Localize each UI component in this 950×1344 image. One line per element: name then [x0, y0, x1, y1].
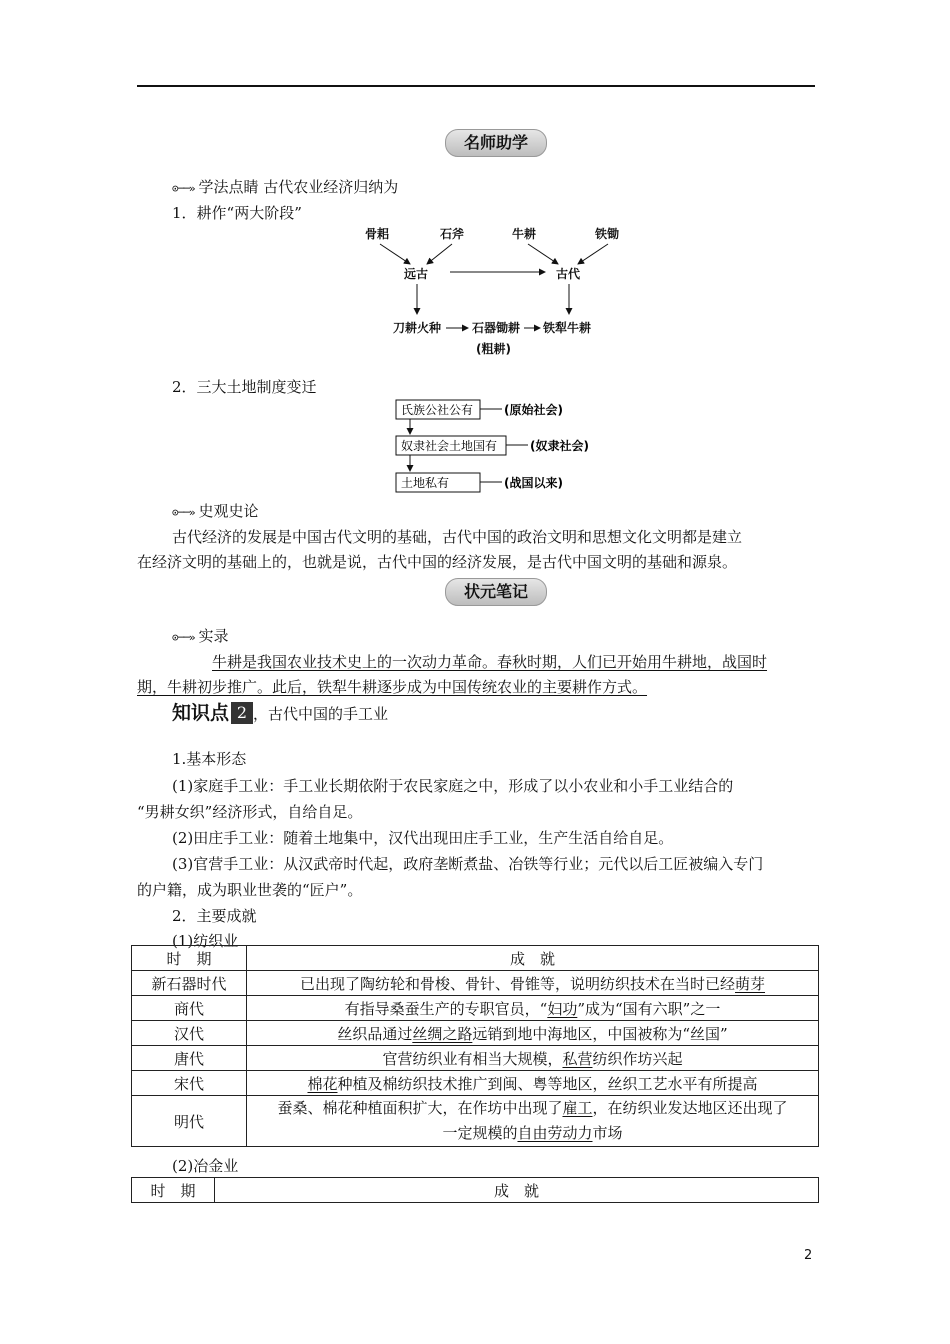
method-heading: [172, 176, 398, 197]
land-box-note: (奴隶社会): [530, 439, 589, 453]
basic-form-para: “男耕女织”经济形式，自给自足。: [137, 803, 363, 821]
bullet-marker-icon: ⊙──»: [172, 506, 195, 519]
achievement-cell: [247, 1046, 819, 1071]
basic-forms-heading: 1.基本形态: [172, 750, 247, 768]
basic-form-para: 的户籍，成为职业世袭的“匠户”。: [137, 881, 363, 899]
period-cell: 明代: [132, 1096, 247, 1147]
section-badge-champion-notes: 状元笔记: [445, 578, 547, 606]
stage-label: 刀耕火种: [393, 321, 442, 335]
cell-key-term: 妇功: [547, 999, 578, 1018]
land-box-label: 奴隶社会土地国有: [401, 439, 498, 453]
knowledge-point-topic: 古代中国的手工业: [268, 705, 389, 723]
method-heading-text: 学法点睛 古代农业经济归纳为: [198, 178, 399, 196]
section-badge-teacher-help: 名师助学: [445, 129, 547, 157]
method-item-1: 1．耕作“两大阶段”: [172, 204, 302, 222]
cell-text: ”成为“国有六职”之一: [577, 999, 721, 1018]
period-cell: 汉代: [132, 1021, 247, 1046]
cell-key-term: 雇工: [562, 1099, 593, 1117]
bullet-marker-icon: ⊙──»: [172, 631, 195, 644]
record-heading-text: 实录: [198, 627, 229, 645]
cell-text: 纺织作坊兴起: [592, 1049, 683, 1068]
achievement-cell: [247, 971, 819, 996]
cell-text: 一定规模的: [442, 1124, 518, 1142]
table-row: [132, 1021, 819, 1046]
stage-label: 铁犁牛耕: [543, 321, 592, 335]
bullet-marker-icon: ⊙──»: [172, 182, 195, 195]
record-line: 牛耕是我国农业技术史上的一次动力革命。春秋时期，人们已开始用牛耕地，战国时: [212, 653, 768, 671]
metal-heading: (2)冶金业: [172, 1157, 239, 1175]
achievements-heading: 2．主要成就: [172, 907, 257, 925]
table-header-cell: 时 期: [132, 1178, 215, 1203]
table-header-row: [132, 1178, 819, 1203]
period-cell: 新石器时代: [132, 971, 247, 996]
land-box-label: 氏族公社公有: [401, 403, 474, 417]
land-system-diagram: [390, 396, 610, 496]
table-header-cell: 时 期: [132, 946, 247, 971]
cell-text: 有指导桑蚕生产的专职官员，“: [344, 999, 548, 1018]
cell-text: 远销到地中海地区，中国被称为“丝国”: [472, 1024, 728, 1043]
period-cell: 宋代: [132, 1071, 247, 1096]
achievement-cell: [247, 1096, 819, 1147]
cell-text: 官营纺织业有相当大规模，: [382, 1049, 563, 1068]
achievement-cell: [247, 1071, 819, 1096]
table-header-cell: 成 就: [215, 1178, 819, 1203]
tool-label: 骨耜: [365, 227, 390, 241]
history-view-heading: [172, 500, 259, 521]
table-row: [132, 1096, 819, 1147]
cell-text: 丝织品通过: [337, 1024, 413, 1043]
period-cell: 商代: [132, 996, 247, 1021]
cell-text: 市场: [592, 1124, 623, 1142]
cell-key-term: 自由劳动力: [517, 1124, 593, 1142]
textile-table: [131, 945, 819, 1147]
land-box-label: 土地私有: [401, 476, 450, 490]
table-header-cell: 成 就: [247, 946, 819, 971]
cell-key-term: 私营: [562, 1049, 593, 1068]
method-item-2: 2．三大土地制度变迁: [172, 378, 317, 396]
land-box-note: (原始社会): [504, 403, 563, 417]
history-view-heading-text: 史观史论: [198, 502, 259, 520]
table-row: [132, 996, 819, 1021]
land-box-note: (战国以来): [504, 476, 563, 490]
era-label: 远古: [404, 267, 429, 281]
achievement-cell: [247, 996, 819, 1021]
period-cell: 唐代: [132, 1046, 247, 1071]
stage-note: (粗耕): [476, 342, 511, 356]
cell-key-term: 丝绸之路: [412, 1024, 473, 1043]
table-row: [132, 971, 819, 996]
cell-text: 蚕桑、棉花种植面积扩大，在作坊中出现了: [277, 1099, 563, 1117]
cell-key-term: 萌芽: [735, 974, 766, 993]
tool-label: 牛耕: [512, 227, 537, 241]
stage-label: 石器锄耕: [472, 321, 521, 335]
knowledge-point-number: 2: [231, 702, 253, 724]
achievement-cell: [247, 1021, 819, 1046]
header-rule: [137, 85, 815, 87]
cell-text: 种植及棉纺织技术推广到闽、粤等地区，丝织工艺水平有所提高: [337, 1074, 758, 1093]
page-number: 2: [804, 1248, 813, 1263]
cell-text: 已出现了陶纺轮和骨梭、骨针、骨锥等，说明纺织技术在当时已经: [299, 974, 735, 993]
table-row: [132, 1071, 819, 1096]
era-label: 古代: [556, 267, 581, 281]
textile-heading: (1)纺织业: [172, 932, 239, 950]
metal-table: [131, 1177, 819, 1203]
knowledge-point-label: 知识点: [172, 702, 230, 724]
cell-key-term: 棉花: [307, 1074, 338, 1093]
table-row: [132, 1046, 819, 1071]
tool-label: 石斧: [440, 227, 465, 241]
cell-text: ，在纺织业发达地区还出现了: [592, 1099, 788, 1117]
history-view-para-line: 在经济文明的基础上的，也就是说，古代中国的经济发展，是古代中国文明的基础和源泉。: [137, 553, 738, 571]
basic-form-para: (1)家庭手工业：手工业长期依附于农民家庭之中，形成了以小农业和小手工业结合的: [172, 777, 734, 795]
record-heading: [172, 625, 229, 646]
history-view-para-line: 古代经济的发展是中国古代文明的基础，古代中国的政治文明和思想文化文明都是建立: [172, 528, 743, 546]
record-line: 期，牛耕初步推广。此后，铁犁牛耕逐步成为中国传统农业的主要耕作方式。: [137, 678, 648, 696]
basic-form-para: (2)田庄手工业：随着土地集中，汉代出现田庄手工业，生产生活自给自足。: [172, 829, 674, 847]
tool-label: 铁锄: [595, 227, 620, 241]
knowledge-point-title: 知识点 2 ，古代中国的手工业: [172, 702, 389, 724]
basic-form-para: (3)官营手工业：从汉武帝时代起，政府垄断煮盐、冶铁等行业；元代以后工匠被编入专门: [172, 855, 764, 873]
table-header-row: [132, 946, 819, 971]
farming-stages-diagram: [360, 222, 630, 362]
